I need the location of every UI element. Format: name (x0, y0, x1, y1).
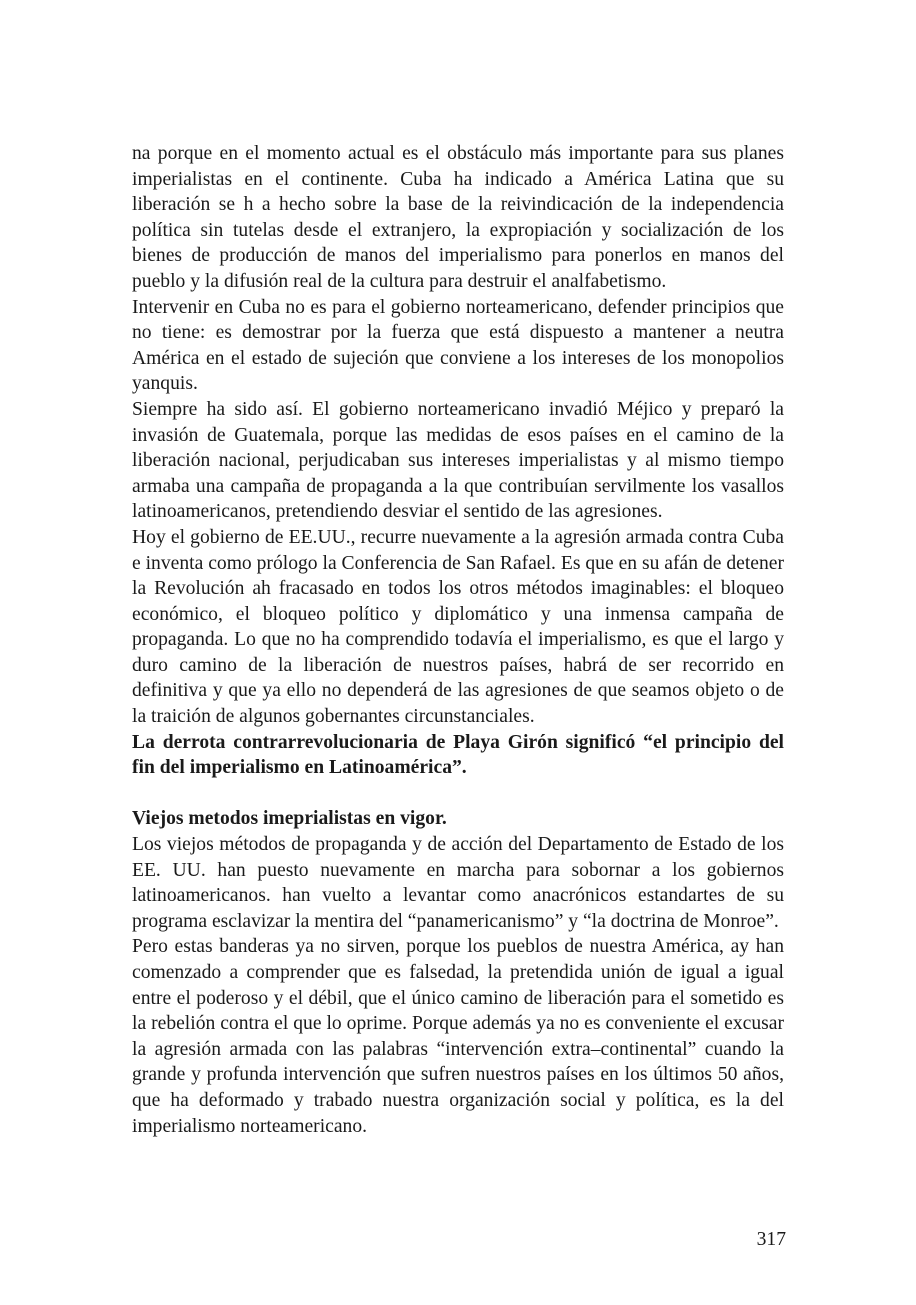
paragraph: Hoy el gobierno de EE.UU., recurre nuevamente a la agresión armada contra Cuba e inventa como prólogo la Conferencia de San Rafael. Es que en su afán de detener la Revolución ah fracasado en todos los otros métodos imaginables: el bloqueo económico, el bloqueo político y diplomático y una inmensa campaña de propaganda. Lo que no ha comprendido todavía el imperialismo, es que el largo y duro camino de la liberación de nuestros países, habrá de ser recorrido en definitiva y que ya ello no dependerá de las agresiones de que seamos objeto o de la traición de algunos gobernantes circunstanciales. (132, 526, 784, 728)
section-heading: Viejos metodos imeprialistas en vigor. (132, 808, 447, 830)
paragraph: Los viejos métodos de propaganda y de acción del Departamento de Estado de los EE. UU. han puesto nuevamente en marcha para sobornar a los gobiernos latinoamericanos. han vuelto a levantar como anacrónicos estandartes de su programa esclavizar la mentira del “panamericanismo” y “la doctrina de Monroe”. (132, 834, 784, 932)
paragraph: Siempre ha sido así. El gobierno norteamericano invadió Méjico y preparó la invasión de Guatemala, porque las medidas de esos países en el camino de la liberación nacional, perjudicaban sus intereses imperialistas y al mismo tiempo armaba una campaña de propaganda a la que contribuían servilmente los vasallos latinoamericanos, pretendiendo desviar el sentido de las agresiones. (132, 398, 784, 523)
page-number: 317 (756, 1229, 786, 1250)
paragraph: na porque en el momento actual es el obstáculo más importante para sus planes imperialistas en el continente. Cuba ha indicado a América Latina que su liberación se h a hecho sobre la base de la reivindicación de la independencia política sin tutelas desde el extranjero, la expropiación y socialización de los bienes de producción de manos del imperialismo para ponerlos en manos del pueblo y la difusión real de la cultura para destruir el analfabetismo. (132, 143, 784, 292)
page-body (132, 141, 784, 1139)
paragraph: Pero estas banderas ya no sirven, porque los pueblos de nuestra América, ay han comenzado a comprender que es falsedad, la pretendida unión de igual a igual entre el poderoso y el débil, que el único camino de liberación para el sometido es la rebelión contra el que lo oprime. Porque además ya no es conveniente el excusar la agresión armada con las palabras “intervención extra–continental” cuando la grande y profunda intervención que sufren nuestros países en los últimos 50 años, que ha deformado y trabado nuestra organización social y política, es la del imperialismo norteamericano. (132, 936, 784, 1137)
section-heading: La derrota contrarrevolucionaria de Playa Girón significó “el principio del fin del imperialismo en Latinoamérica”. (132, 731, 784, 779)
paragraph: Intervenir en Cuba no es para el gobierno norteamericano, defender principios que no tiene: es demostrar por la fuerza que está dispuesto a mantener a neutra América en el estado de sujeción que conviene a los intereses de los monopolios yanquis. (132, 296, 784, 395)
